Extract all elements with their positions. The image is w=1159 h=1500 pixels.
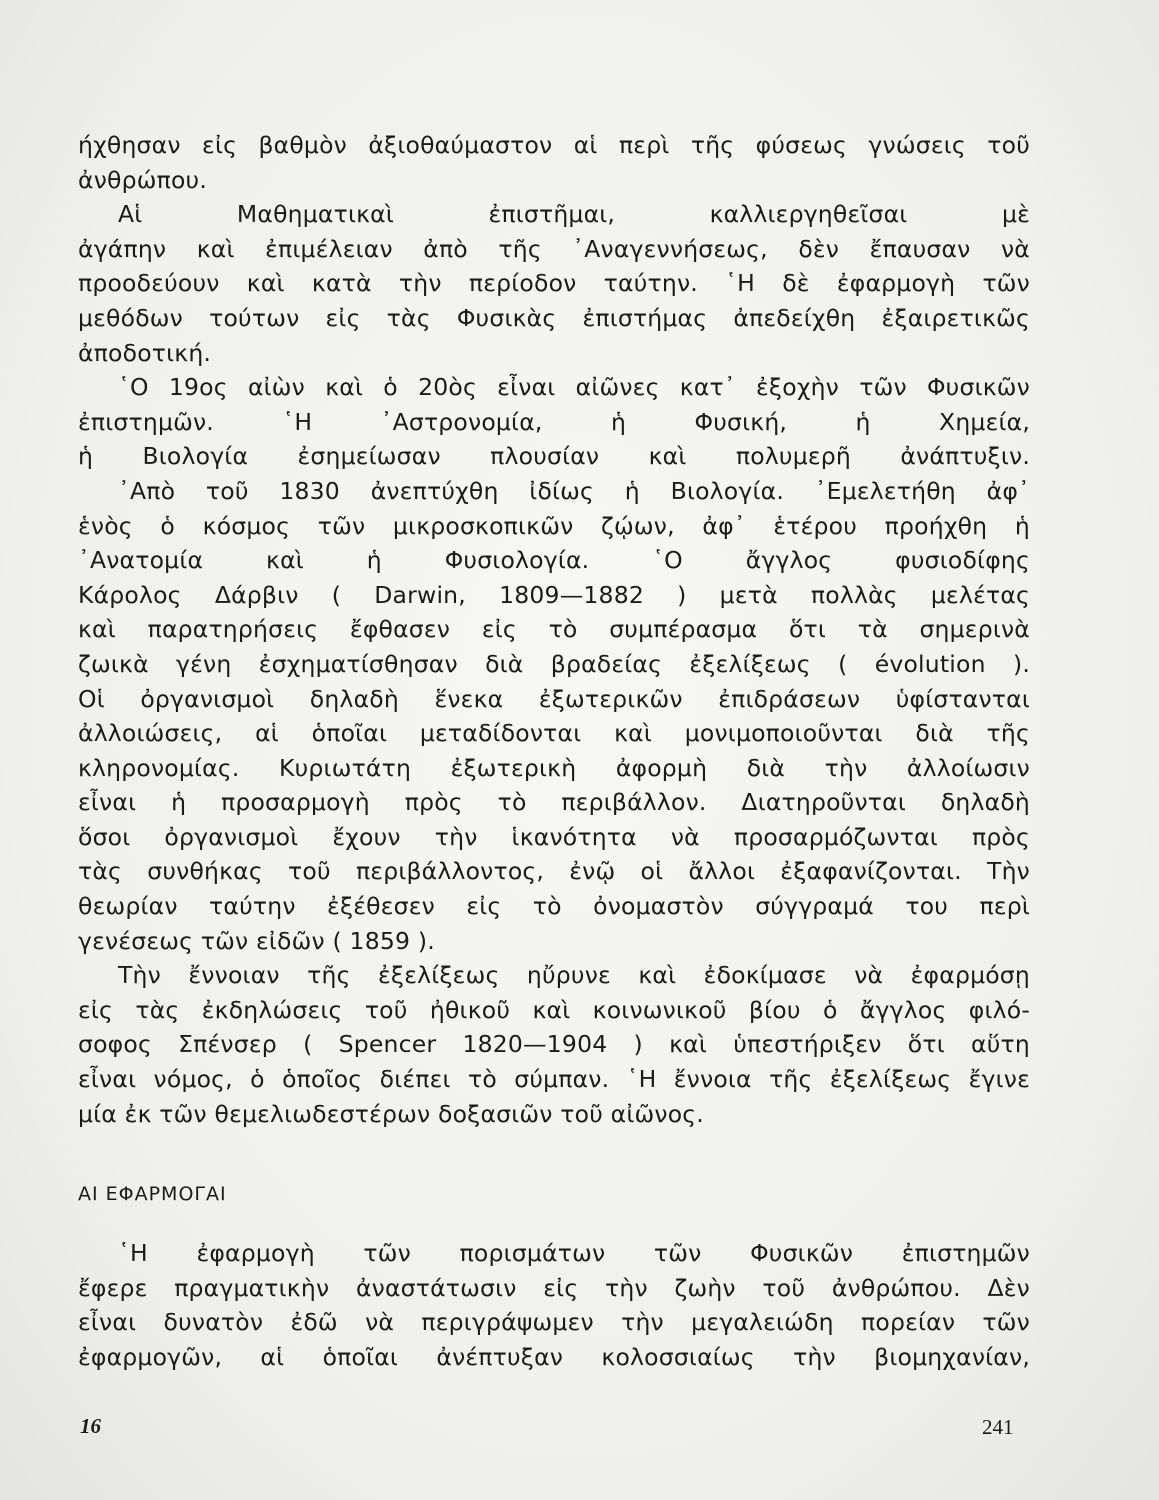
text-line: ᾿Ανατομία καὶ ἡ Φυσιολογία. ῾Ο ἄγγλος φυσιοδίφης [78,546,1030,575]
text-line: ζωικὰ γένη ἐσχηματίσθησαν διὰ βραδείας ἐξελίξεως ( évolution ). [78,649,1030,678]
text-line: ῾Η ἐφαρμογὴ τῶν πορισμάτων τῶν Φυσικῶν ἐπιστημῶν [118,1239,1030,1267]
text-line: θεωρίαν ταύτην ἐξέθεσεν εἰς τὸ ὀνομαστὸν σύγγραμά του περὶ [78,892,1030,921]
text-line: ἐφαρμογῶν, αἱ ὁποῖαι ἀνέπτυξαν κολοσσιαίως τὴν βιομηχανίαν, [78,1342,1030,1371]
text-line: εἶναι ἡ προσαρμογὴ πρὸς τὸ περιβάλλον. Διατηροῦνται δηλαδὴ [78,788,1030,817]
text-line: εἰς τὰς ἐκδηλώσεις τοῦ ἠθικοῦ καὶ κοινωνικοῦ βίου ὁ ἄγγλος φιλό- [78,995,1030,1024]
text-line: σοφος Σπένσερ ( Spencer 1820—1904 ) καὶ ὑπεστήριξεν ὅτι αὕτη [78,1030,1030,1059]
text-line: γενέσεως τῶν εἰδῶν ( 1859 ). [78,926,435,955]
section-heading: ΑΙ ΕΦΑΡΜΟΓΑΙ [78,1183,227,1205]
text-line: ἐπιστημῶν. ῾Η ᾿Αστρονομία, ἡ Φυσική, ἡ Χημεία, [78,407,1030,436]
text-line: ἀγάπην καὶ ἐπιμέλειαν ἀπὸ τῆς ᾿Αναγεννήσεως, δὲν ἔπαυσαν νὰ [78,234,1030,263]
text-line: τὰς συνθήκας τοῦ περιβάλλοντος, ἐνῷ οἱ ἄλλοι ἐξαφανίζονται. Τὴν [78,857,1030,886]
text-line: Οἱ ὀργανισμοὶ δηλαδὴ ἕνεκα ἐξωτερικῶν ἐπιδράσεων ὑφίστανται [78,684,1030,713]
text-line: ὅσοι ὀργανισμοὶ ἔχουν τὴν ἱκανότητα νὰ προσαρμόζωνται πρὸς [78,822,1030,851]
text-line: ἀνθρώπου. [78,165,207,194]
text-line: καὶ παρατηρήσεις ἔφθασεν εἰς τὸ συμπέρασμα ὅτι τὰ σημερινὰ [78,615,1030,644]
main-text-column [78,128,1030,1131]
text-line: ἀποδοτική. [78,338,212,367]
text-line: Κάρολος Δάρβιν ( Darwin, 1809—1882 ) μετὰ πολλὰς μελέτας [78,580,1030,609]
text-line: εἶναι νόμος, ὁ ὁποῖος διέπει τὸ σύμπαν. ῾Η ἔννοια τῆς ἐξελίξεως ἔγινε [78,1065,1030,1094]
text-line: ἑνὸς ὁ κόσμος τῶν μικροσκοπικῶν ζῴων, ἀφ᾿ ἑτέρου προήχθη ἡ [78,511,1030,540]
signature-mark: 16 [80,1414,101,1438]
text-line: μεθόδων τούτων εἰς τὰς Φυσικὰς ἐπιστήμας ἀπεδείχθη ἐξαιρετικῶς [78,303,1030,332]
text-line: ῾Ο 19ος αἰὼν καὶ ὁ 20ὸς εἶναι αἰῶνες κατ᾿ ἐξοχὴν τῶν Φυσικῶν [118,373,1030,402]
text-line: Αἱ Μαθηματικαὶ ἐπιστῆμαι, καλλιεργηθεῖσαι μὲ [118,200,1030,229]
text-line: ἔφερε πραγματικὴν ἀναστάτωσιν εἰς τὴν ζωὴν τοῦ ἀνθρώπου. Δὲν [78,1273,1030,1302]
text-line: Τὴν ἔννοιαν τῆς ἐξελίξεως ηὔρυνε καὶ ἐδοκίμασε νὰ ἐφαρμόσῃ [118,961,1030,990]
text-line: ᾿Απὸ τοῦ 1830 ἀνεπτύχθη ἰδίως ἡ Βιολογία. ᾿Εμελετήθη ἀφ᾿ [118,476,1030,505]
text-line: προοδεύουν καὶ κατὰ τὴν περίοδον ταύτην. ῾Η δὲ ἐφαρμογὴ τῶν [78,269,1030,298]
text-line: ἀλλοιώσεις, αἱ ὁποῖαι μεταδίδονται καὶ μονιμοποιοῦνται διὰ τῆς [78,719,1030,748]
text-line: εἶναι δυνατὸν ἐδῶ νὰ περιγράψωμεν τὴν μεγαλειώδη πορείαν τῶν [78,1308,1030,1337]
text-line: ἡ Βιολογία ἐσημείωσαν πλουσίαν καὶ πολυμερῆ ἀνάπτυξιν. [78,442,1030,471]
section-text-column [78,1236,1030,1374]
text-line: ήχθησαν εἰς βαθμὸν ἀξιοθαύμαστον αἱ περὶ τῆς φύσεως γνώσεις τοῦ [78,131,1030,159]
text-line: κληρονομίας. Κυριωτάτη ἐξωτερικὴ ἀφορμὴ διὰ τὴν ἀλλοίωσιν [78,753,1030,782]
page-number: 241 [982,1415,1014,1439]
text-line: μία ἐκ τῶν θεμελιωδεστέρων δοξασιῶν τοῦ αἰῶνος. [78,1099,704,1128]
